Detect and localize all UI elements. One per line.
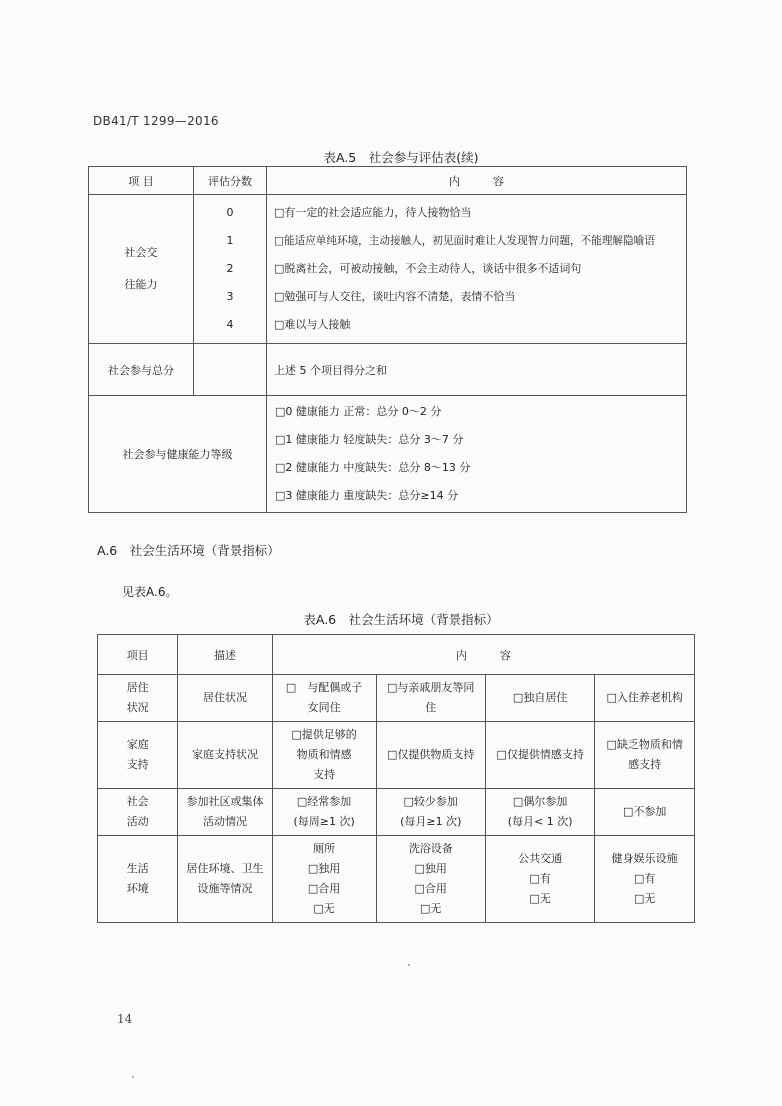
cell-line: 住 xyxy=(425,701,437,714)
option-cell xyxy=(485,836,594,923)
header-content: 内 容 xyxy=(267,167,687,195)
scan-speck xyxy=(408,964,410,966)
score-value: 0 xyxy=(226,206,234,219)
cell-line: □仅提供物质支持 xyxy=(387,748,475,761)
cell-line: □合用 xyxy=(307,882,341,895)
cell-line: □偶尔参加 xyxy=(512,795,568,808)
cell-line: 支持 xyxy=(313,768,336,781)
scan-speck xyxy=(132,1076,134,1078)
cell-line: (每周≥1 次) xyxy=(293,815,355,828)
cell-line: □不参加 xyxy=(622,805,667,818)
option-cell xyxy=(376,722,485,789)
content-option: □能适应单纯环境，主动接触人，初见面时难让人发现智力问题，不能理解隐喻语 xyxy=(274,235,655,247)
cell-line: □独用 xyxy=(307,862,341,875)
option-cell xyxy=(272,789,376,836)
cell-line: (每月≥1 次) xyxy=(400,815,462,828)
option-cell xyxy=(595,789,695,836)
cell-line: 状况 xyxy=(126,701,149,714)
cell-line: 设施等情况 xyxy=(197,882,253,895)
total-label: 社会参与总分 xyxy=(89,344,194,396)
option-cell xyxy=(595,722,695,789)
level-option: □3 健康能力 重度缺失：总分≥14 分 xyxy=(275,489,459,502)
row-item xyxy=(98,675,178,722)
item-line: 往能力 xyxy=(124,278,158,291)
table-body xyxy=(98,675,695,923)
cell-line: □无 xyxy=(313,902,335,915)
cell-line: □有 xyxy=(633,872,656,885)
cell-line: 物质和情感 xyxy=(296,748,352,761)
page-number: 14 xyxy=(117,1012,133,1026)
cell-line: 厕所 xyxy=(313,842,336,855)
score-column xyxy=(194,195,267,344)
table-a5-caption: 表A.5 社会参与评估表(续) xyxy=(323,150,479,165)
cell-line: (每月< 1 次) xyxy=(507,815,573,828)
cell-line: 活动 xyxy=(126,815,149,828)
table-row xyxy=(98,675,695,722)
cell-line: □有 xyxy=(529,872,551,885)
content-option: □难以与人接触 xyxy=(274,318,351,331)
cell-line: 洗浴设备 xyxy=(408,842,453,855)
table-a6-caption: 表A.6 社会生活环境（背景指标） xyxy=(303,612,499,627)
option-cell xyxy=(595,836,695,923)
section-title: A.6 社会生活环境（背景指标） xyxy=(97,543,280,558)
content-column xyxy=(267,195,687,344)
option-cell xyxy=(272,722,376,789)
document-code: DB41/T 1299—2016 xyxy=(93,114,219,128)
level-option: □1 健康能力 轻度缺失：总分 3～7 分 xyxy=(275,433,464,446)
level-option: □2 健康能力 中度缺失：总分 8～13 分 xyxy=(275,461,471,474)
header-desc: 描述 xyxy=(178,635,272,675)
level-option: □0 健康能力 正常：总分 0～2 分 xyxy=(275,405,442,418)
cell-line: □经常参加 xyxy=(296,795,352,808)
cell-line: □仅提供情感支持 xyxy=(496,748,584,761)
cell-line: 居住 xyxy=(126,681,149,694)
row-description xyxy=(178,722,272,789)
cell-line: 公共交通 xyxy=(518,852,563,865)
total-score-empty xyxy=(194,344,267,396)
cell-line: □合用 xyxy=(414,882,447,895)
score-value: 2 xyxy=(226,262,234,275)
cell-line: 女同住 xyxy=(307,701,341,714)
row-item xyxy=(98,789,178,836)
total-content: 上述 5 个项目得分之和 xyxy=(267,344,687,396)
cell-line: 家庭 xyxy=(126,738,149,751)
cell-line: □ 与配偶或子 xyxy=(285,681,363,694)
row-item xyxy=(98,836,178,923)
option-cell xyxy=(376,675,485,722)
cell-line: □较少参加 xyxy=(403,795,458,808)
table-row xyxy=(98,789,695,836)
row-item xyxy=(98,722,178,789)
cell-line: 健身娱乐设施 xyxy=(611,852,678,865)
row-description xyxy=(178,675,272,722)
content-option: □脱离社会，可被动接触，不会主动待人，谈话中很多不适词句 xyxy=(274,262,582,275)
level-label: 社会参与健康能力等级 xyxy=(89,396,267,513)
cell-line: 参加社区或集体 xyxy=(186,795,264,808)
header-content: 内 容 xyxy=(272,635,694,675)
cell-line: □无 xyxy=(420,902,442,915)
score-value: 4 xyxy=(226,318,234,331)
cell-line: 居住环境、卫生 xyxy=(186,862,264,875)
option-cell xyxy=(272,675,376,722)
cell-line: 活动情况 xyxy=(203,815,248,828)
cell-line: 社会 xyxy=(126,795,149,808)
social-participation-table xyxy=(88,166,687,513)
cell-line: □独用 xyxy=(414,862,447,875)
row-description xyxy=(178,836,272,923)
item-line: 社会交 xyxy=(124,246,158,259)
cell-line: 家庭支持状况 xyxy=(192,748,259,761)
item-social-interaction xyxy=(89,195,194,344)
option-cell xyxy=(376,789,485,836)
content-option: □有一定的社会适应能力，待人接物恰当 xyxy=(274,206,472,219)
header-item: 项目 xyxy=(98,635,178,675)
level-options xyxy=(267,396,687,513)
cell-line: □无 xyxy=(633,892,656,905)
table-row xyxy=(98,836,695,923)
option-cell xyxy=(485,722,594,789)
option-cell xyxy=(272,836,376,923)
living-environment-table xyxy=(97,634,695,923)
option-cell xyxy=(376,836,485,923)
cell-line: □缺乏物质和情 xyxy=(606,738,683,751)
cell-line: 居住状况 xyxy=(203,691,248,704)
option-cell xyxy=(485,675,594,722)
row-description xyxy=(178,789,272,836)
cell-line: 环境 xyxy=(126,882,149,895)
header-item: 项 目 xyxy=(89,167,194,195)
cell-line: □无 xyxy=(529,892,551,905)
cell-line: 支持 xyxy=(126,758,149,771)
cell-line: 生活 xyxy=(126,862,149,875)
content-option: □勉强可与人交往，谈吐内容不清楚，表情不恰当 xyxy=(274,290,516,303)
cell-line: 感支持 xyxy=(628,758,662,771)
cell-line: □提供足够的 xyxy=(291,728,357,741)
cell-line: □入住养老机构 xyxy=(606,691,683,704)
score-value: 1 xyxy=(226,234,234,247)
see-table-text: 见表A.6。 xyxy=(122,585,178,599)
table-row xyxy=(98,722,695,789)
cell-line: □与亲戚朋友等同 xyxy=(387,681,475,694)
option-cell xyxy=(485,789,594,836)
option-cell xyxy=(595,675,695,722)
header-score: 评估分数 xyxy=(194,167,267,195)
score-value: 3 xyxy=(226,290,234,303)
cell-line: □独自居住 xyxy=(512,691,568,704)
